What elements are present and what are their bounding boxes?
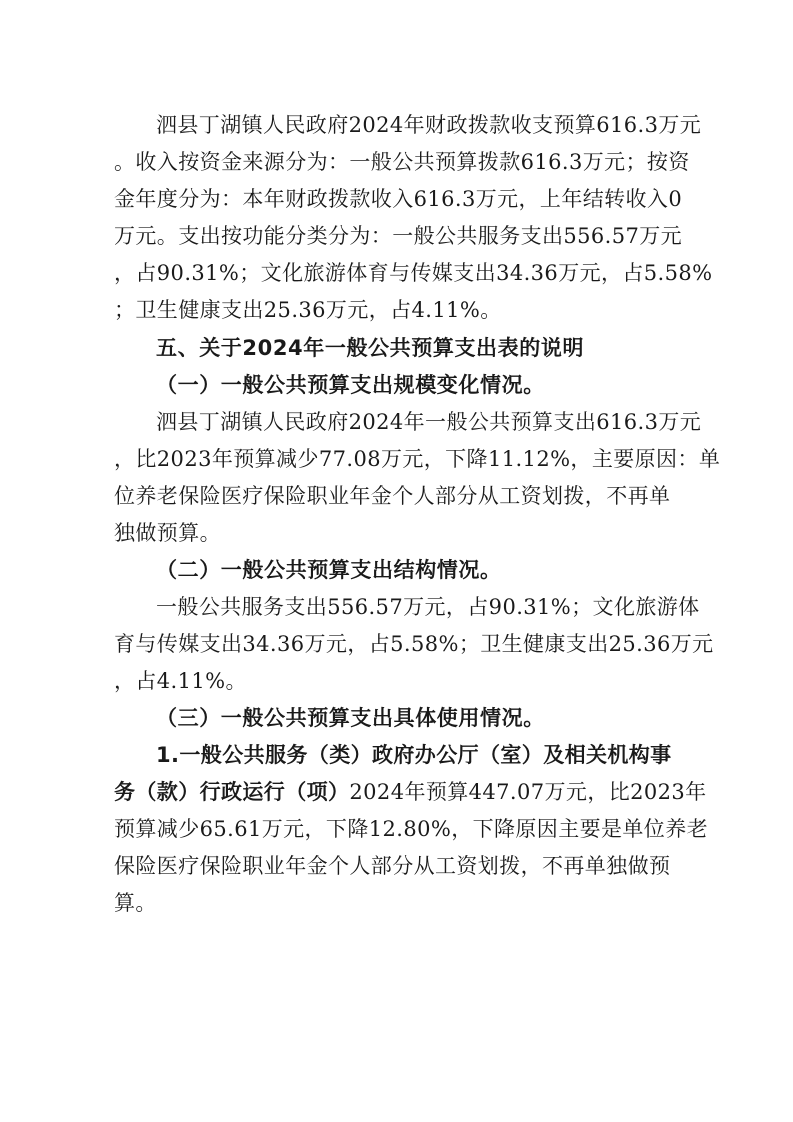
paragraph-line: 金年度分为：本年财政拨款收入616.3万元，上年结转收入0 [114, 187, 683, 211]
subsection-heading: （三）一般公共预算支出具体使用情况。 [156, 706, 545, 730]
paragraph-line: 一般公共服务支出556.57万元，占90.31%；文化旅游体 [156, 595, 700, 619]
section-heading: 五、关于2024年一般公共预算支出表的说明 [156, 336, 585, 360]
paragraph-line: ；卫生健康支出25.36万元，占4.11%。 [114, 298, 502, 322]
paragraph-line: 位养老保险医疗保险职业年金个人部分从工资划拨，不再单 [114, 484, 671, 508]
paragraph-line: 育与传媒支出34.36万元，占5.58%；卫生健康支出25.36万元 [114, 632, 714, 656]
paragraph-line: 泗县丁湖镇人民政府2024年财政拨款收支预算616.3万元 [156, 113, 702, 137]
paragraph-line: 万元。支出按功能分类分为：一般公共服务支出556.57万元 [114, 224, 683, 248]
paragraph-line: 泗县丁湖镇人民政府2024年一般公共预算支出616.3万元 [156, 410, 702, 434]
subsection-heading: （二）一般公共预算支出结构情况。 [156, 558, 502, 582]
paragraph-line: 。收入按资金来源分为：一般公共预算拨款616.3万元；按资 [114, 150, 690, 174]
paragraph-line: 算。 [114, 891, 157, 915]
paragraph-line: ，占90.31%；文化旅游体育与传媒支出34.36万元，占5.58% [114, 261, 713, 285]
paragraph-line: 保险医疗保险职业年金个人部分从工资划拨，不再单独做预 [114, 854, 671, 878]
paragraph-line: ，比2023年预算减少77.08万元，下降11.12%，主要原因：单 [114, 447, 721, 471]
item-text: 2024年预算447.07万元，比2023年 [349, 780, 707, 804]
subsection-heading: （一）一般公共预算支出规模变化情况。 [156, 373, 545, 397]
paragraph-line: ，占4.11%。 [114, 669, 247, 693]
paragraph-line: 独做预算。 [114, 521, 221, 545]
item-heading-continued: 务（款）行政运行（项） [114, 780, 350, 804]
paragraph-line: 预算减少65.61万元，下降12.80%，下降原因主要是单位养老 [114, 817, 708, 841]
item-line [114, 777, 707, 807]
item-heading: 1.一般公共服务（类）政府办公厅（室）及相关机构事 [156, 743, 672, 767]
